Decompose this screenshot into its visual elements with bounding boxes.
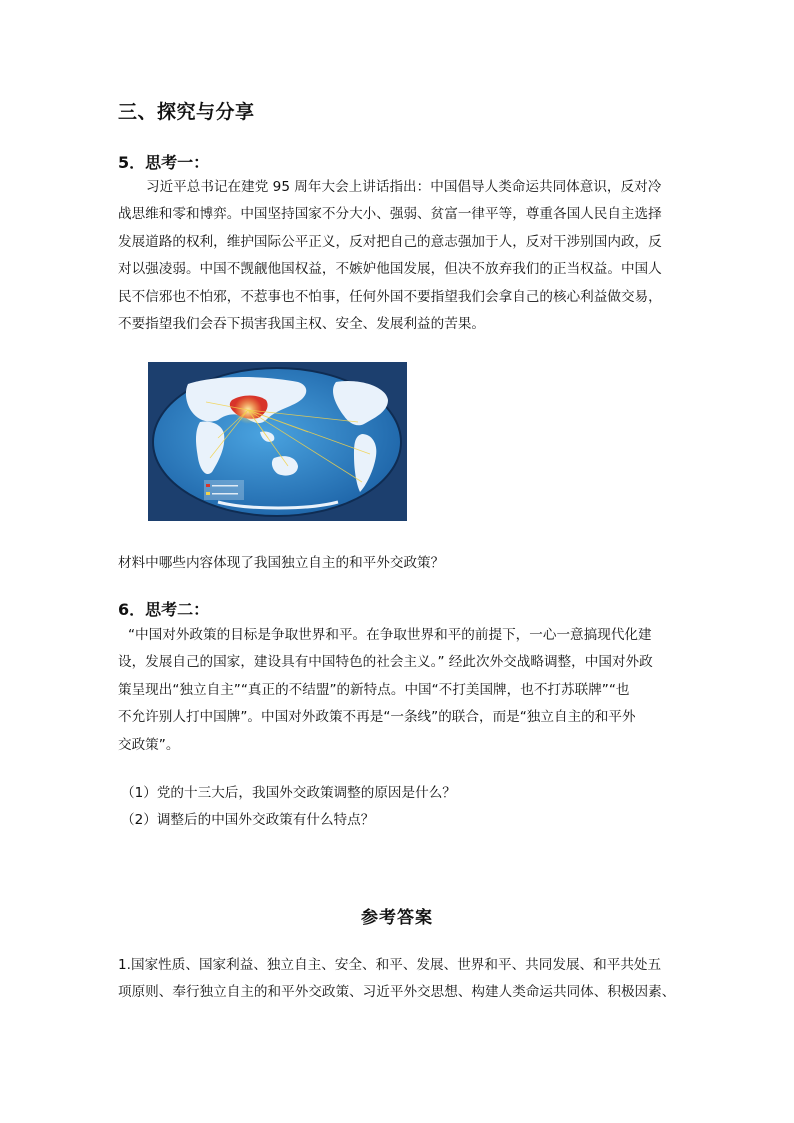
question-5-heading: 5．思考一： bbox=[118, 153, 210, 172]
passage-line: 对以强凌弱。中国不觊觎他国权益，不嫉妒他国发展，但决不放弃我们的正当权益。中国人 bbox=[118, 261, 662, 278]
sub-question-2: （2）调整后的中国外交政策有什么特点？ bbox=[121, 812, 375, 828]
answer-line: 1.国家性质、国家利益、独立自主、安全、和平、发展、世界和平、共同发展、和平共处五 bbox=[118, 957, 662, 973]
passage-line: 交政策”。 bbox=[118, 736, 180, 753]
sub-question-1: （1）党的十三大后，我国外交政策调整的原因是什么？ bbox=[121, 785, 456, 801]
question-6-heading: 6．思考二： bbox=[118, 600, 210, 619]
passage-line: 民不信邪也不怕邪，不惹事也不怕事，任何外国不要指望我们会拿自己的核心利益做交易， bbox=[118, 288, 662, 305]
passage-line: 不要指望我们会吞下损害我国主权、安全、发展利益的苦果。 bbox=[118, 316, 486, 333]
question-6-passage bbox=[118, 622, 678, 759]
question-5-prompt: 材料中哪些内容体现了我国独立自主的和平外交政策？ bbox=[118, 555, 445, 571]
passage-line: 不允许别人打中国牌”。中国对外政策不再是“一条线”的联合，而是“独立自主的和平外 bbox=[118, 709, 636, 726]
question-5-passage bbox=[118, 174, 678, 338]
passage-line: 设，发展自己的国家，建设具有中国特色的社会主义。” 经此次外交战略调整，中国对外政 bbox=[118, 654, 653, 671]
answers-title: 参考答案 bbox=[361, 908, 433, 928]
passage-line: 战思维和零和博弈。中国坚持国家不分大小、强弱、贫富一律平等，尊重各国人民自主选择 bbox=[118, 206, 662, 223]
section-title: 三、探究与分享 bbox=[118, 101, 255, 123]
passage-line: 发展道路的权利，维护国际公平正义，反对把自己的意志强加于人，反对干涉别国内政，反 bbox=[118, 233, 662, 250]
passage-line: 策呈现出“独立自主”“真正的不结盟”的新特点。中国“不打美国牌，也不打苏联牌”“也 bbox=[118, 681, 630, 698]
answers-body bbox=[118, 952, 678, 1007]
passage-line: 习近平总书记在建党 95 周年大会上讲话指出：中国倡导人类命运共同体意识，反对冷 bbox=[146, 179, 662, 195]
answer-line: 项原则、奉行独立自主的和平外交政策、习近平外交思想、构建人类命运共同体、积极因素、 bbox=[118, 984, 676, 1001]
passage-line: “中国对外政策的目标是争取世界和平。在争取世界和平的前提下，一心一意搞现代化建 bbox=[128, 627, 652, 643]
world-map-china-lines-image bbox=[148, 362, 407, 521]
